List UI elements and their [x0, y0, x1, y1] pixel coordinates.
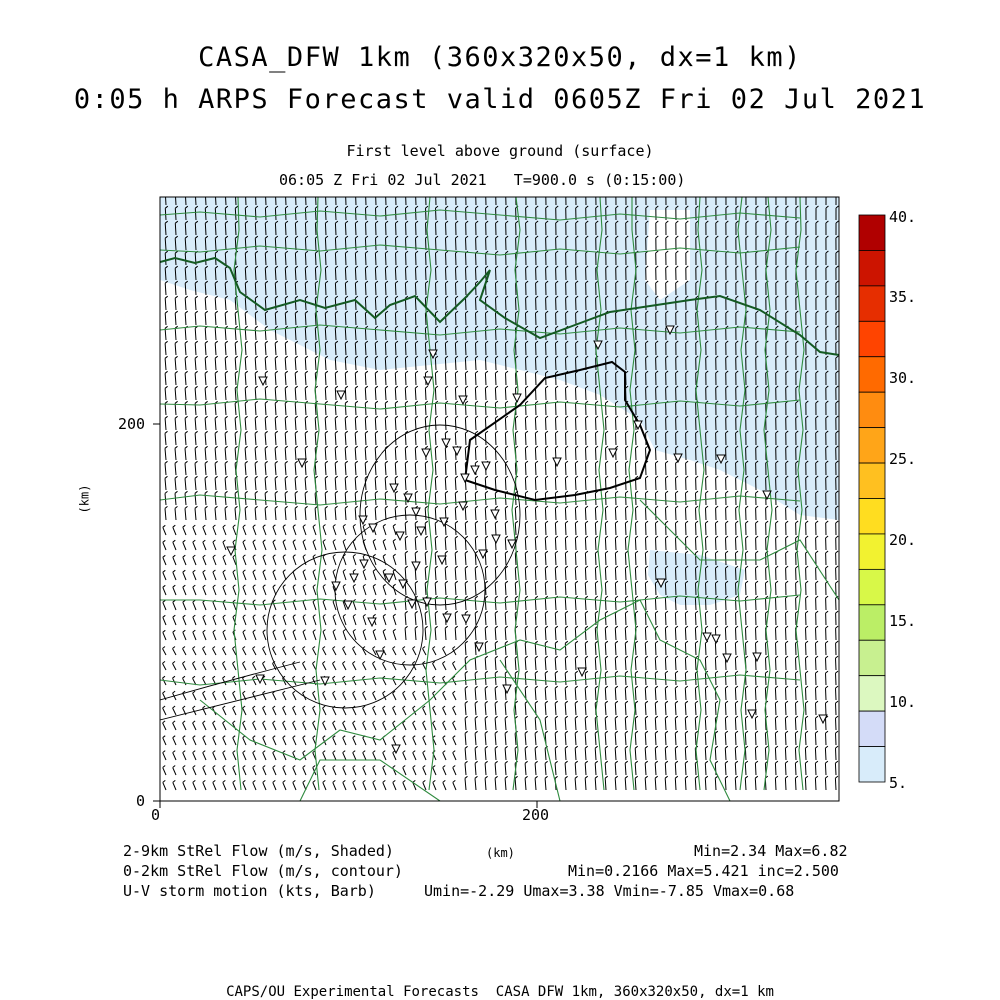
- colorbar-swatch: [859, 463, 885, 498]
- radar-marker: [442, 439, 450, 447]
- radar-marker: [424, 377, 432, 385]
- y-axis-label: (km): [77, 484, 92, 514]
- radar-marker: [423, 598, 431, 606]
- colorbar-swatch: [859, 357, 885, 392]
- legend-barb-stats: Umin=-2.29 Umax=3.38 Vmin=-7.85 Vmax=0.68: [424, 882, 795, 900]
- colorbar-swatch: [859, 215, 885, 250]
- radar-marker: [703, 633, 711, 641]
- colorbar: [859, 215, 885, 782]
- radar-marker: [443, 614, 451, 622]
- colorbar-label-40: 40.: [889, 208, 917, 226]
- radar-marker: [492, 535, 500, 543]
- radar-marker: [712, 635, 720, 643]
- radar-marker: [350, 574, 358, 582]
- colorbar-label-5: 5.: [889, 774, 908, 792]
- colorbar-swatch: [859, 392, 885, 427]
- footer-credit: CAPS/OU Experimental Forecasts CASA DFW 1km, 360x320x50, dx=1 km: [226, 984, 774, 1000]
- colorbar-swatch: [859, 640, 885, 675]
- colorbar-swatch: [859, 676, 885, 711]
- colorbar-swatch: [859, 747, 885, 782]
- radar-marker: [337, 391, 345, 399]
- radar-marker: [369, 524, 377, 532]
- radar-marker: [453, 447, 461, 455]
- colorbar-label-20: 20.: [889, 531, 917, 549]
- radar-marker: [471, 466, 479, 474]
- colorbar-label-15: 15.: [889, 612, 917, 630]
- legend-contour: 0-2km StRel Flow (m/s, contour): [123, 862, 403, 880]
- chart-title-line2: 0:05 h ARPS Forecast valid 0605Z Fri 02 Jul 2021: [73, 84, 927, 115]
- radar-marker: [360, 560, 368, 568]
- radar-marker: [723, 654, 731, 662]
- colorbar-swatch: [859, 711, 885, 746]
- radar-marker: [748, 710, 756, 718]
- radar-marker: [438, 556, 446, 564]
- chart-title-line1: CASA_DFW 1km (360x320x50, dx=1 km): [198, 42, 802, 73]
- y-tick-0: 0: [136, 792, 146, 810]
- x-axis-label: (km): [486, 846, 515, 860]
- shaded-region-north: [160, 197, 839, 520]
- colorbar-label-35: 35.: [889, 288, 917, 306]
- radar-marker: [396, 532, 404, 540]
- level-subtitle: First level above ground (surface): [346, 142, 654, 160]
- x-tick-200: 200: [522, 806, 550, 824]
- radar-marker: [503, 685, 511, 693]
- radar-marker: [390, 484, 398, 492]
- time-subtitle: 06:05 Z Fri 02 Jul 2021 T=900.0 s (0:15:00): [279, 171, 686, 189]
- radar-marker: [674, 454, 682, 462]
- radar-marker: [422, 449, 430, 457]
- radar-marker: [513, 394, 521, 402]
- radar-marker: [412, 562, 420, 570]
- radar-marker: [578, 668, 586, 676]
- x-tick-0: 0: [151, 806, 161, 824]
- radar-marker: [553, 458, 561, 466]
- radar-marker: [475, 643, 483, 651]
- y-tick-200: 200: [118, 415, 146, 433]
- radar-marker: [491, 510, 499, 518]
- colorbar-swatch: [859, 534, 885, 569]
- legend-shaded: 2-9km StRel Flow (m/s, Shaded): [123, 842, 394, 860]
- radar-marker: [753, 653, 761, 661]
- radar-marker: [482, 462, 490, 470]
- radar-marker: [227, 547, 235, 555]
- colorbar-swatch: [859, 499, 885, 534]
- colorbar-swatch: [859, 428, 885, 463]
- colorbar-swatch: [859, 321, 885, 356]
- legend-barb: U-V storm motion (kts, Barb): [123, 882, 376, 900]
- colorbar-swatch: [859, 250, 885, 285]
- radar-marker: [408, 600, 416, 608]
- radar-marker: [417, 527, 425, 535]
- county-line: [160, 675, 800, 685]
- colorbar-swatch: [859, 605, 885, 640]
- radar-marker: [462, 615, 470, 623]
- radar-marker: [298, 459, 306, 467]
- colorbar-swatch: [859, 286, 885, 321]
- colorbar-label-30: 30.: [889, 369, 917, 387]
- radar-marker: [385, 574, 393, 582]
- colorbar-label-25: 25.: [889, 450, 917, 468]
- map-plot-area: [160, 191, 839, 801]
- colorbar-label-10: 10.: [889, 693, 917, 711]
- legend-contour-stats: Min=0.2166 Max=5.421 inc=2.500: [568, 862, 839, 880]
- legend-shaded-stats: Min=2.34 Max=6.82: [694, 842, 848, 860]
- county-line: [300, 760, 440, 801]
- colorbar-swatch: [859, 569, 885, 604]
